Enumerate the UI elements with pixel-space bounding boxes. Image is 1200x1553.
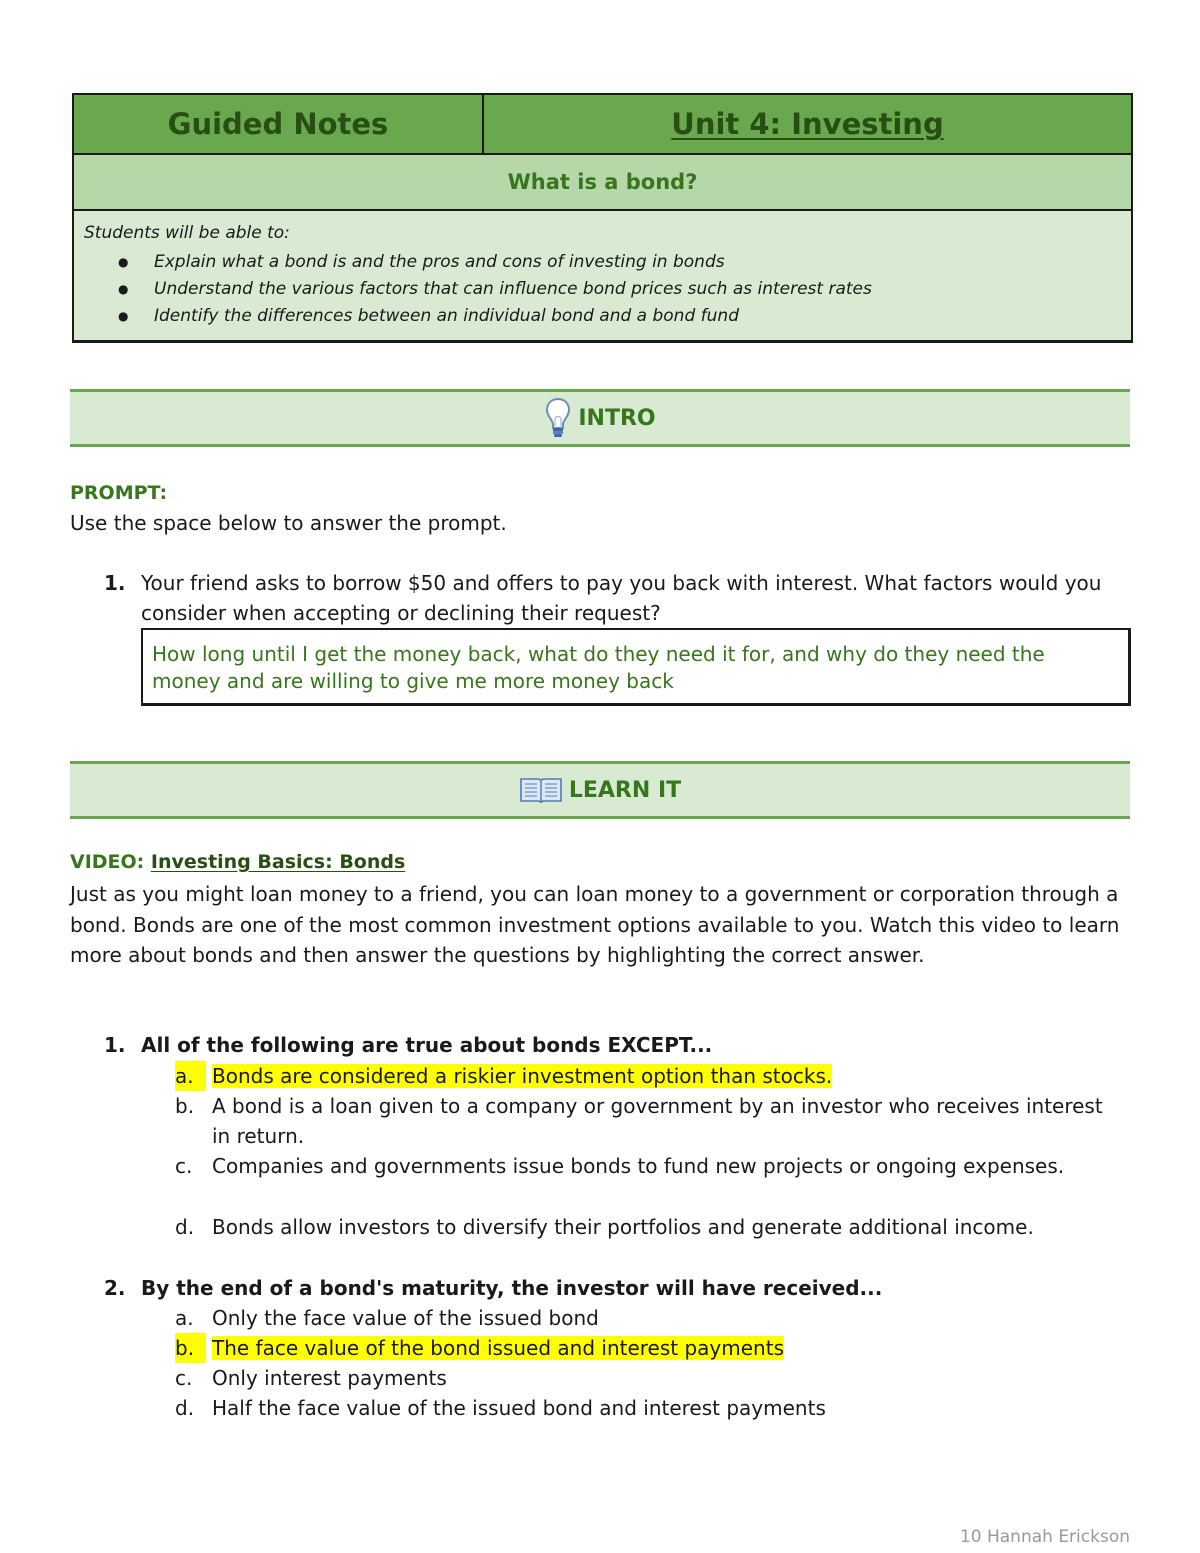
question-2-text: By the end of a bond's maturity, the investor will have received... — [141, 1276, 883, 1300]
learn-it-band-label: LEARN IT — [568, 777, 682, 803]
intro-section-band — [70, 389, 1130, 447]
objectives-section — [74, 211, 1131, 340]
lightbulb-icon — [544, 396, 572, 440]
option-text: Half the face value of the issued bond and interest payments — [212, 1396, 826, 1420]
open-book-icon — [519, 775, 563, 805]
page-footer: 10 Hannah Erickson — [959, 1527, 1130, 1547]
objectives-list — [118, 249, 872, 330]
question-1-number: 1. — [104, 1033, 126, 1057]
option-text — [212, 1061, 832, 1091]
option-letter: b. — [175, 1094, 195, 1118]
prompt-answer-text: How long until I get the money back, what do they need it for, and why do they need the money and are willing to give me more money back — [152, 642, 1045, 693]
video-link[interactable]: Investing Basics: Bonds — [150, 851, 406, 873]
option-text: Companies and governments issue bonds to fund new projects or ongoing expenses. — [212, 1154, 1065, 1178]
option-highlight: The face value of the bond issued and interest payments — [212, 1336, 784, 1360]
header-title-row — [74, 95, 1131, 155]
option-letter: b. — [175, 1333, 206, 1363]
guided-notes-title: Guided Notes — [167, 107, 389, 141]
lesson-subtitle: What is a bond? — [507, 170, 698, 194]
option-letter: d. — [175, 1396, 195, 1420]
option-text: A bond is a loan given to a company or government by an investor who receives interest in return. — [212, 1094, 1103, 1148]
option-letter: a. — [175, 1306, 194, 1330]
video-description: Just as you might loan money to a friend, you can loan money to a government or corporation through a bond. Bonds are one of the most common investment options available to you. Watch this video to learn more about bonds and then answer the questions by highlighting the correct answer. — [70, 882, 1120, 967]
option-text: Only interest payments — [212, 1366, 447, 1390]
prompt-instruction: Use the space below to answer the prompt. — [70, 511, 507, 535]
video-label: VIDEO: — [70, 851, 145, 873]
option-text — [212, 1333, 784, 1363]
option-letter: c. — [175, 1366, 193, 1390]
objective-item: ● Understand the various factors that can influence bond prices such as interest rates — [118, 276, 872, 303]
option-letter: d. — [175, 1215, 195, 1239]
header-left-cell — [74, 95, 484, 153]
option-letter: a. — [175, 1061, 206, 1091]
video-heading — [70, 851, 405, 873]
objective-item: ● Identify the differences between an individual bond and a bond fund — [118, 303, 872, 330]
option-text: Bonds allow investors to diversify their portfolios and generate additional income. — [212, 1215, 1034, 1239]
header-subtitle-row — [74, 155, 1131, 211]
option-letter: c. — [175, 1154, 193, 1178]
header-right-cell — [484, 95, 1131, 153]
prompt-label: PROMPT: — [70, 482, 168, 504]
prompt-question: Your friend asks to borrow $50 and offers to pay you back with interest. What factors would you consider when accepting or declining their request? — [141, 571, 1102, 625]
intro-band-label: INTRO — [578, 405, 656, 431]
option-text: Only the face value of the issued bond — [212, 1306, 599, 1330]
prompt-question-number: 1. — [104, 571, 126, 595]
option-highlight: Bonds are considered a riskier investment option than stocks. — [212, 1064, 833, 1088]
question-2-number: 2. — [104, 1276, 126, 1300]
prompt-answer-box[interactable] — [141, 628, 1131, 706]
objective-item: ● Explain what a bond is and the pros and cons of investing in bonds — [118, 249, 872, 276]
objectives-lead: Students will be able to: — [84, 223, 290, 243]
learn-it-section-band — [70, 761, 1130, 819]
header-table — [72, 93, 1133, 343]
question-1-text: All of the following are true about bonds EXCEPT... — [141, 1033, 713, 1057]
unit-title-link[interactable]: Unit 4: Investing — [671, 107, 944, 141]
